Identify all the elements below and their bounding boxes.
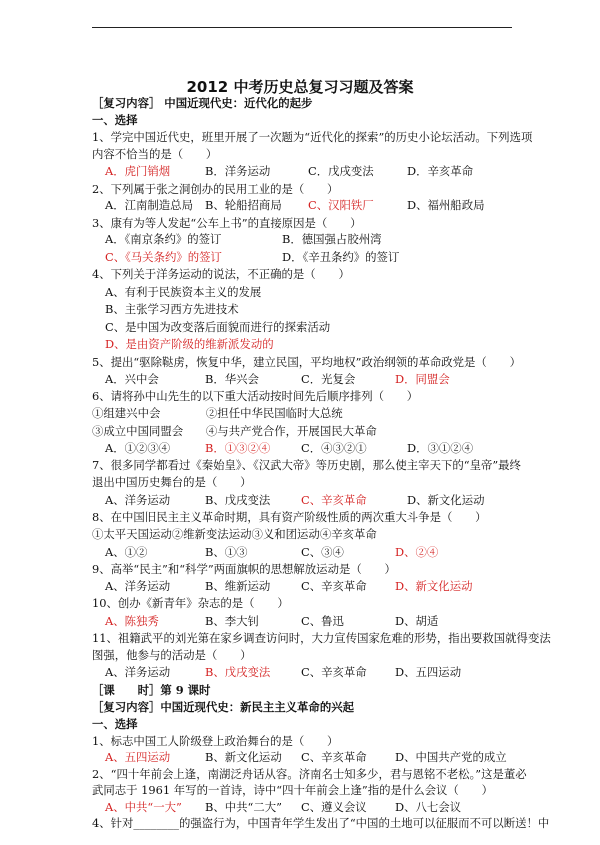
question-text: 3、康有为等人发起“公车上书”的直接原因是（ ） — [92, 215, 362, 230]
option-d: D．同盟会 — [395, 372, 450, 386]
question-text: 内容不恰当的是（ ） — [92, 146, 218, 161]
question-text: ①组建兴中会 ②担任中华民国临时大总统 — [92, 406, 343, 421]
option-a: A、五四运动 — [105, 750, 171, 765]
option-b: B．①③②④ — [205, 441, 271, 455]
option-c: C、鲁迅 — [301, 613, 344, 628]
option-a: A．江南制造总局 — [105, 198, 193, 213]
option-b: B、主张学习西方先进技术 — [105, 302, 239, 317]
option-c: C．光复会 — [301, 372, 356, 386]
option-d: D、是由资产阶级的维新派发动的 — [105, 337, 274, 352]
option-d: D、五四运动 — [395, 665, 462, 680]
option-a: A．虎门销烟 — [105, 164, 171, 179]
option-d: D．③①②④ — [407, 441, 474, 455]
option-d: D．辛亥革命 — [407, 164, 474, 179]
option-d: D、新文化运动 — [395, 579, 473, 593]
option-a: A、洋务运动 — [105, 579, 171, 593]
option-d: D．《辛丑条约》的签订 — [282, 249, 400, 264]
question-text: 4、下列关于洋务运动的说法，不正确的是（ ） — [92, 267, 350, 282]
option-c: C、辛亥革命 — [301, 492, 367, 507]
option-b: B、新文化运动 — [205, 750, 282, 765]
option-b: B．德国强占胶州湾 — [282, 232, 382, 247]
question-text: 退出中国历史舞台的是（ ） — [92, 475, 252, 490]
part-heading: 一、选择 — [92, 112, 138, 127]
question-text: 7、很多同学都看过《秦始皇》、《汉武大帝》等历史剧，那么使主宰天下的“皇帝”最终 — [92, 457, 521, 472]
option-c: C、遵义会议 — [301, 799, 367, 814]
lesson-label: ［课 时］第 9 课时 — [92, 682, 211, 697]
question-text: 4、针对________的强盗行为，中国青年学生发出了“中国的土地可以征服而不可以断送！中 — [92, 816, 550, 831]
option-b: B、维新运动 — [205, 579, 271, 593]
question-text: ①太平天国运动②维新变法运动③义和团运动④辛亥革命 — [92, 527, 377, 542]
option-b: B、轮船招商局 — [205, 198, 282, 213]
option-b: B、戊戌变法 — [205, 665, 271, 680]
option-c: C、辛亥革命 — [301, 750, 367, 765]
option-c: C、辛亥革命 — [301, 665, 367, 680]
question-text: 1、学完中国近代史，班里开展了一次题为“近代化的探索”的历史小论坛活动。下列选项 — [92, 130, 533, 145]
question-text: 9、高举“民主”和“科学”两面旗帜的思想解放运动是（ ） — [92, 561, 396, 576]
option-a: A．兴中会 — [105, 372, 159, 386]
option-a: A．《南京条约》的签订 — [105, 232, 222, 247]
option-a: A、洋务运动 — [105, 665, 171, 680]
question-text: 6、请将孙中山先生的以下重大活动按时间先后顺序排列（ ） — [92, 388, 419, 403]
option-d: D、八七会议 — [395, 799, 462, 814]
question-text: 1、标志中国工人阶级登上政治舞台的是（ ） — [92, 733, 339, 748]
section-header: ［复习内容］ 中国近现代史：近代化的起步 — [92, 96, 313, 110]
option-c: C．④③②① — [301, 441, 367, 455]
option-b: B、戊戌变法 — [205, 492, 271, 507]
question-text: 10、创办《新青年》杂志的是（ ） — [92, 596, 289, 611]
option-c: C、③④ — [301, 544, 344, 559]
option-c: C、辛亥革命 — [301, 579, 367, 593]
part-heading: 一、选择 — [92, 717, 138, 731]
option-a: A、有利于民族资本主义的发展 — [105, 284, 262, 299]
question-text: 2、下列属于张之洞创办的民用工业的是（ ） — [92, 181, 339, 196]
option-c: C．戊戌变法 — [308, 164, 374, 179]
option-c: C、《马关条约》的签订 — [105, 249, 222, 264]
option-c: C、汉阳铁厂 — [308, 198, 374, 213]
question-text: ③成立中国同盟会 ④与共产党合作，开展国民大革命 — [92, 423, 377, 438]
option-d: D、中国共产党的成立 — [395, 750, 507, 765]
option-b: B．华兴会 — [205, 372, 259, 386]
option-a: A、陈独秀 — [105, 613, 159, 628]
question-text: 11、祖籍武平的刘光第在家乡调查访问时，大力宣传国家危难的形势，指出要救国就得变法 — [92, 630, 551, 645]
option-a: A、①② — [105, 544, 148, 559]
option-d: D、福州船政局 — [407, 198, 485, 213]
option-d: D、胡适 — [395, 613, 439, 628]
question-text: 武同志于 1961 年写的一首诗，诗中“四十年前会上逢”指的是什么会议（ ） — [92, 783, 493, 798]
question-text: 图强，他参与的活动是（ ） — [92, 648, 252, 662]
option-b: B、李大钊 — [205, 613, 259, 628]
section-header: ［复习内容］中国近现代史：新民主主义革命的兴起 — [92, 699, 354, 714]
top-rule — [92, 27, 512, 28]
option-d: D、②④ — [395, 544, 439, 559]
option-c: C、是中国为改变落后面貌而进行的探索活动 — [105, 319, 331, 334]
option-b: B、①③ — [205, 544, 248, 559]
option-a: A．①②③④ — [105, 441, 171, 455]
option-b: B、中共“二大” — [205, 799, 282, 814]
question-text: 5、提出“驱除鞑虏，恢复中华，建立民国，平均地权”政治纲领的革命政党是（ ） — [92, 354, 521, 369]
page-title: 2012 中考历史总复习习题及答案 — [186, 78, 414, 96]
option-a: A、中共“一大” — [105, 799, 182, 814]
question-text: 2、“四十年前会上逢，南湖泛舟话从容。济南名士知多少，君与恩铭不老松。”这是董必 — [92, 766, 527, 781]
option-a: A、洋务运动 — [105, 492, 171, 507]
question-text: 8、在中国旧民主主义革命时期，具有资产阶级性质的两次重大斗争是（ ） — [92, 510, 487, 524]
option-d: D、新文化运动 — [407, 492, 485, 507]
option-b: B．洋务运动 — [205, 164, 271, 179]
